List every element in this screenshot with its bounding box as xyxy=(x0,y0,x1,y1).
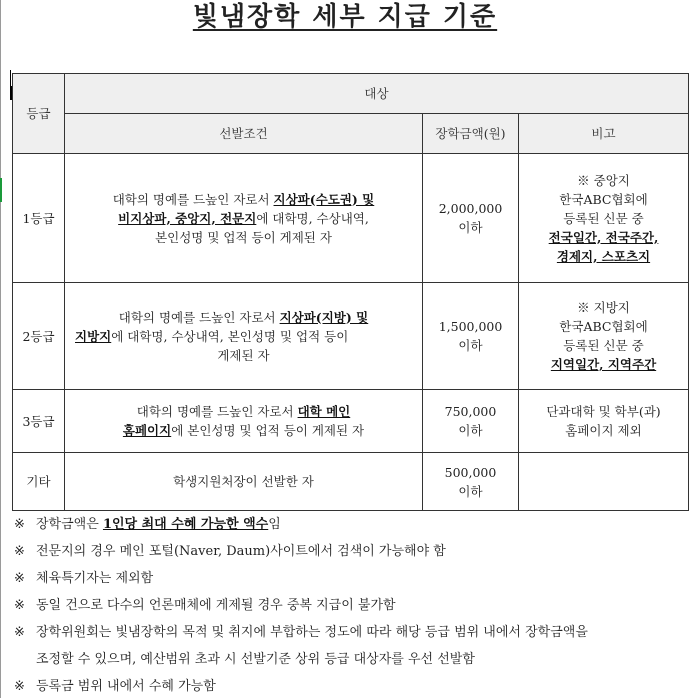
grade-cell: 기타 xyxy=(13,453,65,511)
amount-cell: 2,000,000 이하 xyxy=(423,154,519,283)
note-item: ※ 장학금액은 1인당 최대 수혜 가능한 액수임 xyxy=(14,517,281,532)
remark-header: 비고 xyxy=(519,114,689,154)
condition-cell: 학생지원처장이 선발한 자 xyxy=(65,453,423,511)
target-header: 대상 xyxy=(65,74,689,114)
grade-cell: 1등급 xyxy=(13,154,65,283)
amount-cell: 1,500,000 이하 xyxy=(423,283,519,390)
amount-cell: 750,000 이하 xyxy=(423,390,519,453)
table-row-grade-1 xyxy=(13,154,689,283)
remark-cell: ※ 지방지 한국ABC협회에 등록된 신문 중 지역일간, 지역주간 xyxy=(519,283,689,390)
table-row-other xyxy=(13,453,689,511)
remark-cell: 단과대학 및 학부(과) 홈페이지 제외 xyxy=(519,390,689,453)
left-margin-guide xyxy=(0,0,1,698)
remark-cell xyxy=(519,453,689,511)
condition-cell: 대학의 명예를 드높인 자로서 지상파(수도권) 및 비지상파, 중앙지, 전문지에 대학명, 수상내역, 본인성명 및 업적 등이 게제된 자 xyxy=(65,154,423,283)
condition-cell: 대학의 명예를 드높인 자로서 지상파(지방) 및 지방지에 대학명, 수상내역, 본인성명 및 업적 등이 게제된 자 xyxy=(65,283,423,390)
revision-marker xyxy=(0,178,2,202)
note-item: ※ 장학위원회는 빛냄장학의 목적 및 취지에 부합하는 정도에 따라 해당 등급 범위 내에서 장학금액을 xyxy=(14,625,588,640)
note-item: ※ 동일 건으로 다수의 언론매체에 게제될 경우 중복 지급이 불가함 xyxy=(14,598,396,613)
document-title: 빛냄장학 세부 지급 기준 xyxy=(192,2,498,32)
condition-cell: 대학의 명예를 드높인 자로서 대학 메인 홈페이지에 본인성명 및 업적 등이 게제된 자 xyxy=(65,390,423,453)
amount-header: 장학금액(원) xyxy=(423,114,519,154)
grade-header: 등급 xyxy=(13,74,65,154)
grade-cell: 2등급 xyxy=(13,283,65,390)
remark-cell: ※ 중앙지 한국ABC협회에 등록된 신문 중 전국일간, 전국주간, 경제지, 스포츠지 xyxy=(519,154,689,283)
note-item: ※ 전문지의 경우 메인 포털(Naver, Daum)사이트에서 검색이 가능해야 함 xyxy=(14,544,446,559)
table-row-grade-3 xyxy=(13,390,689,453)
note-item: ※ 체육특기자는 제외함 xyxy=(14,571,154,586)
scholarship-criteria-table xyxy=(12,73,689,511)
table-row-grade-2 xyxy=(13,283,689,390)
grade-cell: 3등급 xyxy=(13,390,65,453)
notes-list xyxy=(14,511,690,700)
note-item: ※ 등록금 범위 내에서 수혜 가능함 xyxy=(14,679,216,694)
amount-cell: 500,000 이하 xyxy=(423,453,519,511)
note-item-continued: 조정할 수 있으며, 예산범위 초과 시 선발기준 상위 등급 대상자를 우선 선발함 xyxy=(36,652,475,667)
condition-header: 선발조건 xyxy=(65,114,423,154)
